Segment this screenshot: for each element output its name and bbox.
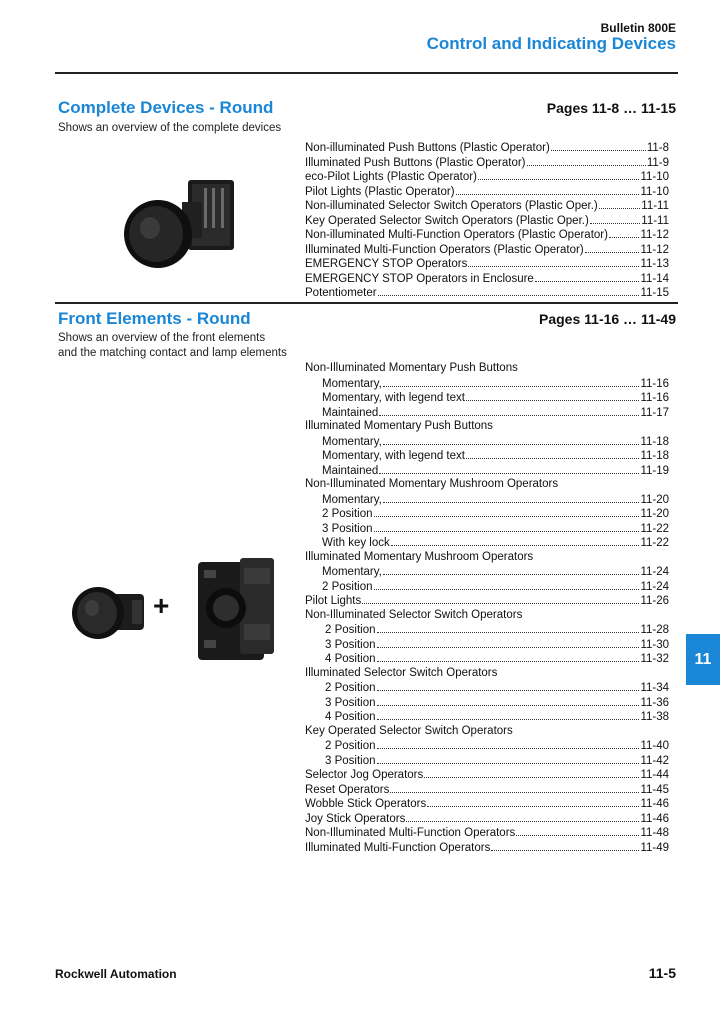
toc-leader-dots	[383, 376, 640, 387]
toc-entry-page: 11-24	[640, 566, 669, 578]
plus-sign: +	[153, 590, 170, 621]
toc-entry-page: 11-12	[640, 243, 669, 256]
toc-entry-page: 11-11	[641, 214, 669, 227]
toc-leader-dots	[491, 840, 639, 851]
toc-leader-dots	[379, 405, 639, 416]
toc-leader-dots	[390, 782, 639, 793]
toc-leader-dots	[391, 535, 640, 546]
toc-group-heading: Key Operated Selector Switch Operators	[305, 724, 513, 737]
toc-entry-page: 11-20	[640, 508, 669, 520]
toc-leader-dots	[374, 506, 640, 517]
toc-entry-label: Selector Jog Operators	[305, 769, 424, 781]
toc-leader-dots	[377, 738, 640, 749]
toc-entry-page: 11-22	[640, 537, 669, 549]
toc-entry-page: 11-9	[646, 156, 669, 169]
toc-entry-page: 11-32	[640, 653, 669, 665]
toc-entry-label: Non-Illuminated Multi-Function Operators	[305, 827, 516, 839]
section-title-complete-devices: Complete Devices - Round	[58, 98, 274, 117]
toc-entry[interactable]	[305, 622, 669, 637]
toc-entry-page: 11-18	[640, 435, 669, 448]
toc-entry-label: 3 Position	[325, 696, 376, 709]
toc-entry-label: Maintained	[322, 464, 379, 477]
toc-entry[interactable]	[305, 227, 669, 242]
toc-leader-dots	[456, 184, 640, 195]
toc-entry-label: 3 Position	[322, 522, 373, 535]
toc-entry-page: 11-22	[640, 522, 669, 535]
toc-entry[interactable]	[305, 506, 669, 521]
toc-entry[interactable]	[305, 285, 669, 300]
toc-entry[interactable]	[305, 811, 669, 826]
toc-complete-devices	[305, 140, 669, 300]
toc-entry[interactable]	[305, 242, 669, 257]
toc-leader-dots	[377, 651, 640, 662]
toc-entry-page: 11-10	[640, 185, 669, 198]
toc-leader-dots	[551, 140, 646, 151]
toc-leader-dots	[383, 564, 640, 575]
toc-entry-label: Non-illuminated Push Buttons (Plastic Operator)	[305, 142, 550, 154]
toc-leader-dots	[468, 256, 639, 267]
toc-leader-dots	[424, 767, 639, 778]
toc-entry-label: 2 Position	[322, 580, 373, 593]
section-divider	[55, 302, 678, 304]
toc-leader-dots	[377, 680, 640, 691]
toc-entry[interactable]	[305, 840, 669, 855]
toc-leader-dots	[590, 213, 640, 224]
toc-entry-page: 11-16	[640, 392, 669, 404]
toc-leader-dots	[478, 169, 640, 180]
toc-entry[interactable]	[305, 213, 669, 228]
toc-entry-label: 2 Position	[325, 682, 376, 694]
front-element-image	[70, 580, 148, 646]
toc-entry-label: 3 Position	[325, 638, 376, 651]
toc-entry[interactable]	[305, 376, 669, 391]
toc-entry[interactable]	[305, 155, 669, 170]
toc-entry-page: 11-28	[640, 624, 669, 636]
toc-entry-page: 11-15	[640, 287, 669, 299]
toc-entry-page: 11-20	[640, 493, 669, 506]
toc-leader-dots	[377, 637, 640, 648]
toc-entry-page: 11-19	[640, 464, 669, 477]
toc-entry[interactable]	[305, 535, 669, 550]
toc-entry-label: Maintained	[322, 406, 379, 419]
toc-leader-dots	[535, 271, 640, 282]
toc-group-heading: Non-Illuminated Selector Switch Operators	[305, 608, 523, 621]
toc-entry-label: Illuminated Push Buttons (Plastic Operator)	[305, 156, 526, 169]
toc-entry[interactable]	[305, 463, 669, 478]
toc-entry-label: Pilot Lights (Plastic Operator)	[305, 185, 455, 198]
toc-entry-page: 11-38	[640, 711, 669, 723]
document-title: Control and Indicating Devices	[426, 34, 676, 53]
toc-entry-label: Joy Stick Operators	[305, 812, 406, 825]
toc-leader-dots	[383, 434, 640, 445]
complete-push-button-image	[118, 172, 246, 292]
toc-leader-dots	[383, 492, 640, 503]
toc-leader-dots	[609, 227, 639, 238]
toc-entry-page: 11-8	[646, 142, 669, 154]
toc-entry-page: 11-48	[640, 827, 669, 839]
toc-entry-page: 11-30	[640, 638, 669, 651]
toc-group-heading: Non-Illuminated Momentary Push Buttons	[305, 362, 518, 374]
toc-entry[interactable]	[305, 738, 669, 753]
toc-entry[interactable]	[305, 753, 669, 768]
toc-leader-dots	[378, 285, 640, 296]
section-pages-complete-devices: Pages 11-8 … 11-15	[546, 100, 676, 116]
toc-entry[interactable]	[305, 271, 669, 286]
toc-entry-label: Pilot Lights	[305, 595, 362, 607]
toc-entry-label: 2 Position	[322, 508, 373, 520]
toc-entry[interactable]	[305, 709, 669, 724]
toc-entry-page: 11-36	[640, 696, 669, 709]
toc-entry[interactable]	[305, 593, 669, 608]
section-pages-front-elements: Pages 11-16 … 11-49	[539, 311, 676, 327]
section-description-complete-devices: Shows an overview of the complete devices	[58, 122, 282, 134]
toc-entry[interactable]	[305, 256, 669, 271]
toc-entry[interactable]	[305, 434, 669, 449]
toc-entry-label: 2 Position	[325, 740, 376, 752]
toc-leader-dots	[377, 622, 640, 633]
toc-entry-page: 11-13	[640, 258, 669, 270]
toc-entry-page: 11-46	[640, 812, 669, 825]
toc-entry[interactable]	[305, 521, 669, 536]
toc-group-heading: Illuminated Momentary Mushroom Operators	[305, 550, 534, 563]
toc-entry-page: 11-24	[640, 580, 669, 593]
toc-entry-label: Illuminated Multi-Function Operators (Plastic Operator)	[305, 243, 584, 256]
toc-entry-label: Momentary, with legend text	[322, 392, 465, 404]
contact-block-image	[190, 554, 280, 666]
toc-entry-label: 4 Position	[325, 653, 376, 665]
toc-entry-label: EMERGENCY STOP Operators	[305, 258, 468, 270]
toc-entry-label: Non-illuminated Multi-Function Operators (Plastic Operator)	[305, 229, 608, 241]
toc-entry[interactable]	[305, 767, 669, 782]
toc-entry-page: 11-12	[640, 229, 669, 241]
chapter-tab[interactable]: 11	[686, 634, 720, 685]
toc-leader-dots	[377, 695, 640, 706]
toc-leader-dots	[362, 593, 639, 604]
toc-entry[interactable]	[305, 695, 669, 710]
toc-leader-dots	[466, 448, 639, 459]
toc-entry-page: 11-34	[640, 682, 669, 694]
toc-leader-dots	[379, 463, 639, 474]
toc-leader-dots	[516, 825, 639, 836]
toc-entry-label: 3 Position	[325, 754, 376, 767]
toc-entry[interactable]	[305, 184, 669, 199]
toc-leader-dots	[585, 242, 640, 253]
toc-group-heading: Illuminated Momentary Push Buttons	[305, 420, 493, 432]
toc-entry-label: Momentary,	[322, 493, 382, 506]
toc-entry[interactable]	[305, 579, 669, 594]
toc-entry[interactable]	[305, 796, 669, 811]
section-description-front-elements-line1: Shows an overview of the front elements	[58, 332, 266, 344]
toc-group-heading: Illuminated Selector Switch Operators	[305, 666, 498, 679]
toc-entry-page: 11-46	[640, 798, 669, 810]
toc-entry-label: EMERGENCY STOP Operators in Enclosure	[305, 272, 534, 285]
toc-entry-label: 2 Position	[325, 624, 376, 636]
toc-entry[interactable]	[305, 564, 669, 579]
section-title-front-elements: Front Elements - Round	[58, 309, 251, 328]
toc-entry[interactable]	[305, 782, 669, 797]
toc-leader-dots	[374, 579, 640, 590]
toc-leader-dots	[374, 521, 640, 532]
toc-entry-page: 11-49	[640, 841, 669, 854]
toc-entry[interactable]	[305, 405, 669, 420]
toc-leader-dots	[406, 811, 639, 822]
toc-entry-label: Momentary, with legend text	[322, 450, 465, 462]
header-rule	[55, 72, 678, 74]
toc-entry-label: Potentiometer	[305, 287, 377, 299]
toc-entry-page: 11-45	[640, 783, 669, 796]
toc-leader-dots	[599, 198, 641, 209]
toc-entry[interactable]	[305, 492, 669, 507]
toc-entry-label: eco-Pilot Lights (Plastic Operator)	[305, 171, 477, 183]
toc-entry-page: 11-40	[640, 740, 669, 752]
toc-entry[interactable]	[305, 680, 669, 695]
toc-entry-page: 11-44	[640, 769, 669, 781]
toc-entry[interactable]	[305, 198, 669, 213]
toc-entry[interactable]	[305, 390, 669, 405]
toc-entry[interactable]	[305, 651, 669, 666]
toc-entry-label: Illuminated Multi-Function Operators	[305, 841, 491, 854]
toc-entry-label: Reset Operators	[305, 783, 390, 796]
toc-front-elements	[305, 361, 669, 854]
toc-entry[interactable]	[305, 448, 669, 463]
toc-entry-page: 11-42	[640, 754, 669, 767]
footer-page-number: 11-5	[648, 965, 676, 981]
toc-leader-dots	[466, 390, 639, 401]
toc-entry-label: Momentary,	[322, 435, 382, 448]
toc-entry[interactable]	[305, 169, 669, 184]
toc-entry-label: Key Operated Selector Switch Operators (Plastic Oper.)	[305, 214, 589, 227]
toc-entry-page: 11-14	[640, 272, 669, 285]
toc-entry-label: Non-illuminated Selector Switch Operators (Plastic Oper.)	[305, 200, 598, 212]
toc-leader-dots	[377, 709, 640, 720]
toc-leader-dots	[527, 155, 646, 166]
toc-entry[interactable]	[305, 637, 669, 652]
toc-entry-label: Wobble Stick Operators	[305, 798, 427, 810]
toc-entry-label: Momentary,	[322, 566, 382, 578]
toc-entry-page: 11-18	[640, 450, 669, 462]
toc-leader-dots	[377, 753, 640, 764]
toc-entry-page: 11-26	[640, 595, 669, 607]
footer-company: Rockwell Automation	[55, 967, 177, 981]
toc-entry-page: 11-10	[640, 171, 669, 183]
toc-entry-page: 11-11	[641, 200, 669, 212]
toc-entry-label: With key lock	[322, 537, 390, 549]
toc-entry[interactable]	[305, 140, 669, 155]
toc-entry-label: 4 Position	[325, 711, 376, 723]
toc-entry[interactable]	[305, 825, 669, 840]
bulletin-label: Bulletin 800E	[600, 21, 676, 35]
toc-entry-page: 11-17	[640, 406, 669, 419]
section-description-front-elements-line2: and the matching contact and lamp elements	[58, 347, 287, 359]
toc-leader-dots	[427, 796, 639, 807]
toc-entry-label: Momentary,	[322, 377, 382, 390]
toc-group-heading: Non-Illuminated Momentary Mushroom Operators	[305, 478, 559, 490]
toc-entry-page: 11-16	[640, 377, 669, 390]
